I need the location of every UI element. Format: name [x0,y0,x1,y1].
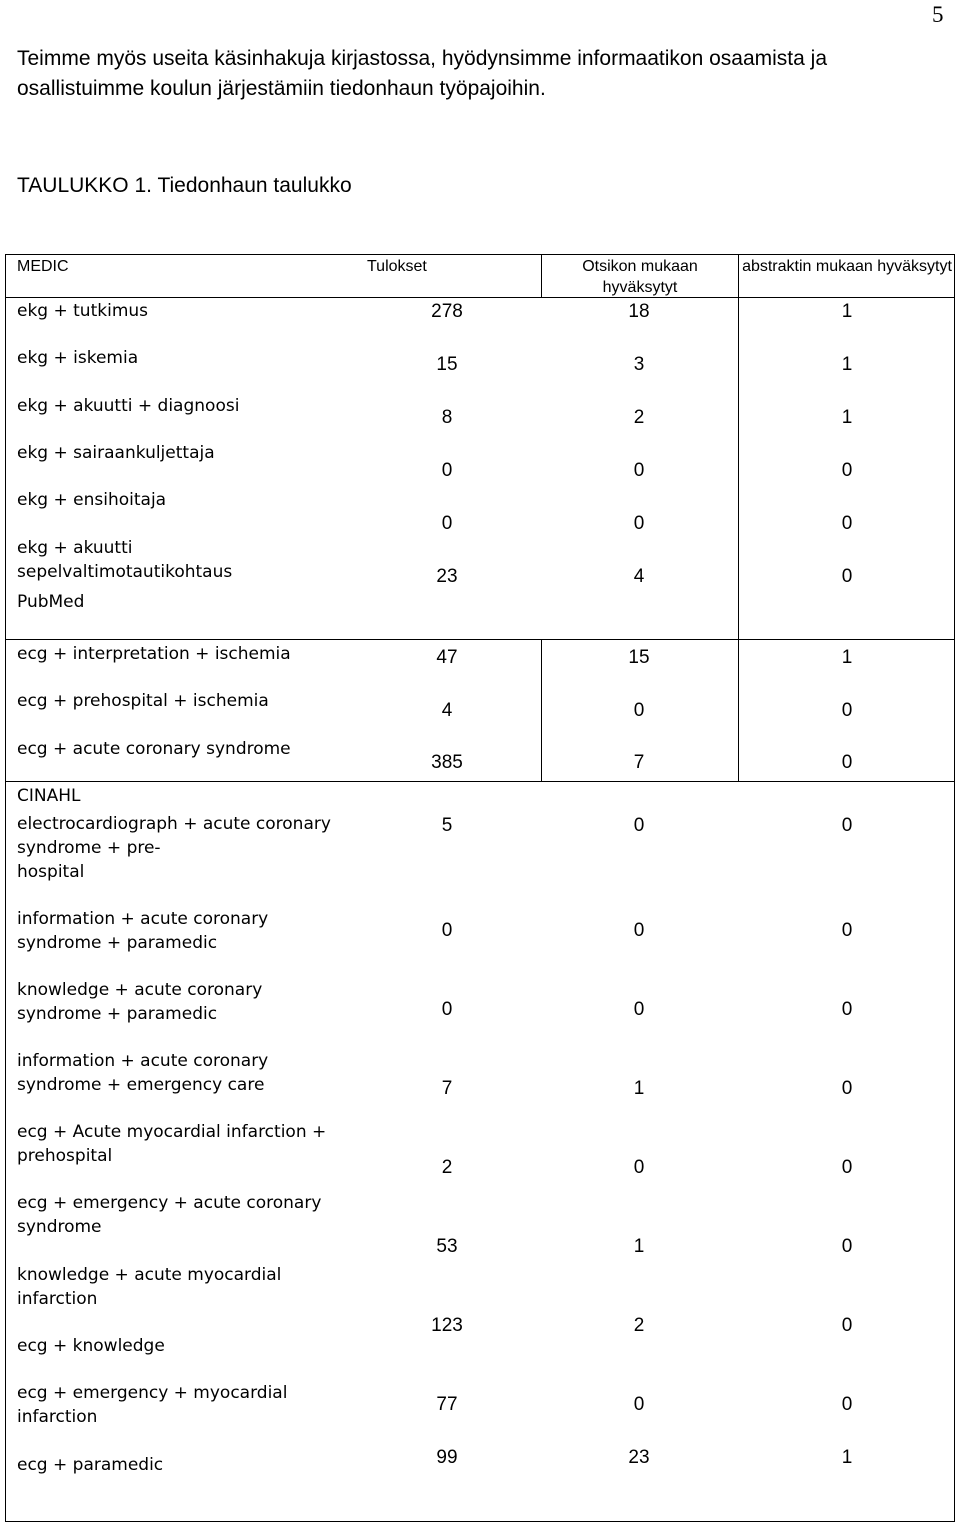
abstract-accepted-count: 0 [841,513,853,534]
search-term: ecg + Acute myocardial infarction + [17,1122,327,1142]
column-divider [738,254,739,781]
title-accepted-count: 0 [633,1157,645,1178]
search-term: ecg + emergency + acute coronary [17,1193,322,1213]
results-count: 23 [436,566,458,587]
abstract-accepted-count: 0 [841,815,853,836]
results-count: 7 [441,1078,453,1099]
results-count: 278 [431,301,463,322]
search-term: electrocardiograph + acute coronary [17,814,331,834]
abstract-accepted-count: 0 [841,1157,853,1178]
column-divider [541,640,542,781]
search-term: infarction [17,1407,98,1427]
title-accepted-count: 0 [633,1394,645,1415]
abstract-accepted-count: 0 [841,999,853,1020]
search-term: ekg + sairaankuljettaja [17,443,215,463]
abstract-accepted-count: 1 [841,407,853,428]
results-count: 2 [441,1157,453,1178]
database-label-cinahl: CINAHL [17,786,81,806]
title-accepted-count: 0 [633,700,645,721]
title-accepted-count: 0 [633,999,645,1020]
title-accepted-count: 1 [633,1078,645,1099]
results-count: 47 [436,647,458,668]
results-count: 0 [441,460,453,481]
abstract-accepted-count: 0 [841,752,853,773]
search-term: information + acute coronary [17,909,269,929]
search-term: ecg + interpretation + ischemia [17,644,291,664]
search-term: infarction [17,1289,98,1309]
database-label-pubmed: PubMed [17,592,85,612]
search-term: ekg + iskemia [17,348,139,368]
search-term: information + acute coronary [17,1051,269,1071]
column-divider [541,254,542,298]
abstract-accepted-count: 0 [841,1394,853,1415]
abstract-accepted-count: 0 [841,1315,853,1336]
results-count: 123 [431,1315,463,1336]
search-term: ekg + akuutti + diagnoosi [17,396,240,416]
abstract-accepted-count: 1 [841,301,853,322]
search-term: ekg + tutkimus [17,301,149,321]
results-count: 385 [431,752,463,773]
abstract-accepted-count: 0 [841,920,853,941]
search-term: syndrome [17,1217,102,1237]
title-accepted-count: 4 [633,566,645,587]
results-count: 77 [436,1394,458,1415]
abstract-accepted-count: 0 [841,460,853,481]
search-term: ecg + paramedic [17,1455,164,1475]
header-abstraktin-mukaan: abstraktin mukaan hyväksytyt [742,258,952,275]
results-count: 5 [441,815,453,836]
title-accepted-count: 0 [633,815,645,836]
row-divider [5,639,955,640]
abstract-accepted-count: 0 [841,1078,853,1099]
title-accepted-count: 3 [633,354,645,375]
abstract-accepted-count: 0 [841,566,853,587]
title-accepted-count: 7 [633,752,645,773]
search-term: ekg + akuutti [17,538,133,558]
title-accepted-count: 0 [633,513,645,534]
header-otsikon-mukaan: Otsikon mukaan hyväksytyt [582,258,698,296]
results-count: 0 [441,920,453,941]
title-accepted-count: 1 [633,1236,645,1257]
search-term: syndrome + emergency care [17,1075,265,1095]
search-term: hospital [17,862,85,882]
results-count: 0 [441,513,453,534]
search-term: ecg + knowledge [17,1336,165,1356]
abstract-accepted-count: 0 [841,1236,853,1257]
results-count: 15 [436,354,458,375]
abstract-accepted-count: 1 [841,647,853,668]
search-term: syndrome + pre- [17,838,161,858]
results-count: 53 [436,1236,458,1257]
results-count: 8 [441,407,453,428]
abstract-accepted-count: 1 [841,1447,853,1468]
abstract-accepted-count: 0 [841,700,853,721]
header-tulokset: Tulokset [367,258,427,275]
results-count: 99 [436,1447,458,1468]
title-accepted-count: 0 [633,920,645,941]
search-term: prehospital [17,1146,113,1166]
title-accepted-count: 18 [628,301,650,322]
title-accepted-count: 2 [633,1315,645,1336]
search-term: ecg + emergency + myocardial [17,1383,288,1403]
row-divider [5,297,955,298]
title-accepted-count: 15 [628,647,650,668]
title-accepted-count: 0 [633,460,645,481]
results-count: 4 [441,700,453,721]
search-term: sepelvaltimotautikohtaus [17,562,233,582]
title-accepted-count: 2 [633,407,645,428]
table-caption: TAULUKKO 1. Tiedonhaun taulukko [17,174,352,197]
search-term: syndrome + paramedic [17,933,218,953]
row-divider [5,781,955,782]
intro-paragraph: Teimme myös useita käsinhakuja kirjastossa, hyödynsimme informaatikon osaamista ja osallistuimme koulun järjestämiin tiedonhaun työpajoihin. [17,47,827,100]
abstract-accepted-count: 1 [841,354,853,375]
header-medic: MEDIC [17,258,69,275]
search-term: knowledge + acute myocardial [17,1265,282,1285]
search-term: ekg + ensihoitaja [17,490,167,510]
results-count: 0 [441,999,453,1020]
search-term: ecg + prehospital + ischemia [17,691,269,711]
title-accepted-count: 23 [628,1447,650,1468]
search-term: knowledge + acute coronary [17,980,263,1000]
search-term: ecg + acute coronary syndrome [17,739,291,759]
page-number: 5 [932,2,944,27]
search-term: syndrome + paramedic [17,1004,218,1024]
